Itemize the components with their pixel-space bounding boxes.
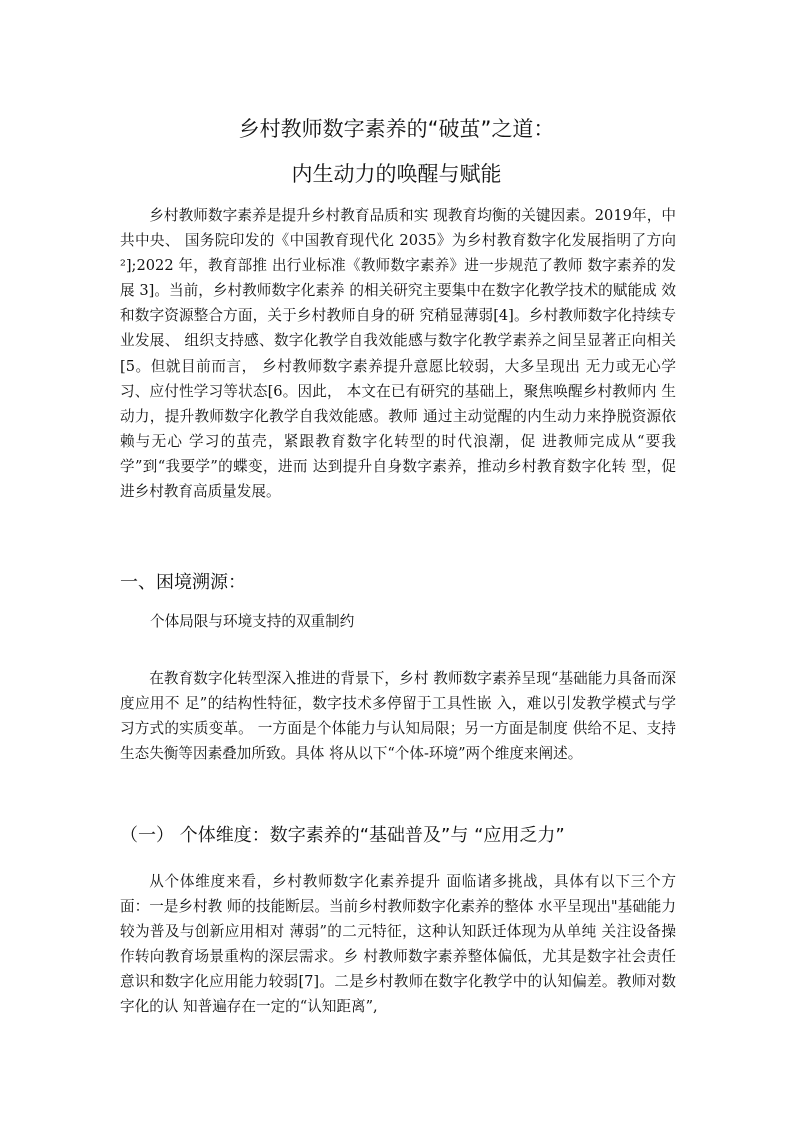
section-1-subtitle: 个体局限与环境支持的双重制约 (150, 613, 355, 630)
section-1-paragraph: 在教育数字化转型深入推进的背景下，乡村 教师数字素养呈现“基础能力具备而深度应用不 足”的结构性特征，数字技术多停留于工具性嵌 入，难以引发教学模式与学习方式的实质变革。 一方面是个体能力与认知局限；另一方面是制度 供给不足、支持生态失衡等因素叠加所致。具体 将从以下“个体-环境”两个维度来阐述。 (120, 670, 676, 763)
document-title-line-2: 内生动力的唤醒与赋能 (291, 162, 502, 186)
section-1-heading: 一、困境溯源： (120, 572, 246, 593)
subsection-1-heading: （一） 个体维度：数字素养的“基础普及”与 “应用乏力” (120, 825, 565, 846)
intro-paragraph: 乡村教师数字素养是提升乡村教育品质和实 现教育均衡的关键因素。2019年，中共中央、 国务院印发的《中国教育现代化 2035》为乡村教育数字化发展指明了方向²];2022 年，教育部推 出行业标准《教师数字素养》进一步规范了教师 数字素养的发展 3]。当前，乡村教师数字化素养 的相关研究主要集中在数字化教学技术的赋能成 效和数字资源整合方面，关于乡村教师自身的研 究稍显薄弱[4]。乡村教师数字化持续专业发展、 组织支持感、数字化教学自我效能感与数字化教学素养之间呈显著正向相关[5。但就目前而言， 乡村教师数字素养提升意愿比较弱，大多呈现出 无力或无心学习、应付性学习等状态[6。因此， 本文在已有研究的基础上，聚焦唤醒乡村教师内 生动力，提升教师数字化教学自我效能感。教师 通过主动觉醒的内生动力来挣脱资源依赖与无心 学习的茧壳，紧跟教育数字化转型的时代浪潮，促 进教师完成从“要我学”到“我要学”的蝶变，进而 达到提升自身数字素养，推动乡村教育数字化转 型，促进乡村教育高质量发展。 (120, 207, 676, 501)
subsection-1-paragraph: 从个体维度来看，乡村教师数字化素养提升 面临诸多挑战，具体有以下三个方面：一是乡村教 师的技能断层。当前乡村教师数字化素养的整体 水平呈现出"基础能力较为普及与创新应用相对 薄弱”的二元特征，这种认知跃迁体现为从单纯 关注设备操作转向教育场景重构的深层需求。乡 村教师数字素养整体偏低，尤其是数字社会责任 意识和数字化应用能力较弱[7]。二是乡村教师在数字化教学中的认知偏差。教师对数字化的认 知普遍存在一定的“认知距离”, (120, 873, 676, 1016)
document-title-line-1: 乡村教师数字素养的“破茧”之道： (238, 117, 555, 141)
